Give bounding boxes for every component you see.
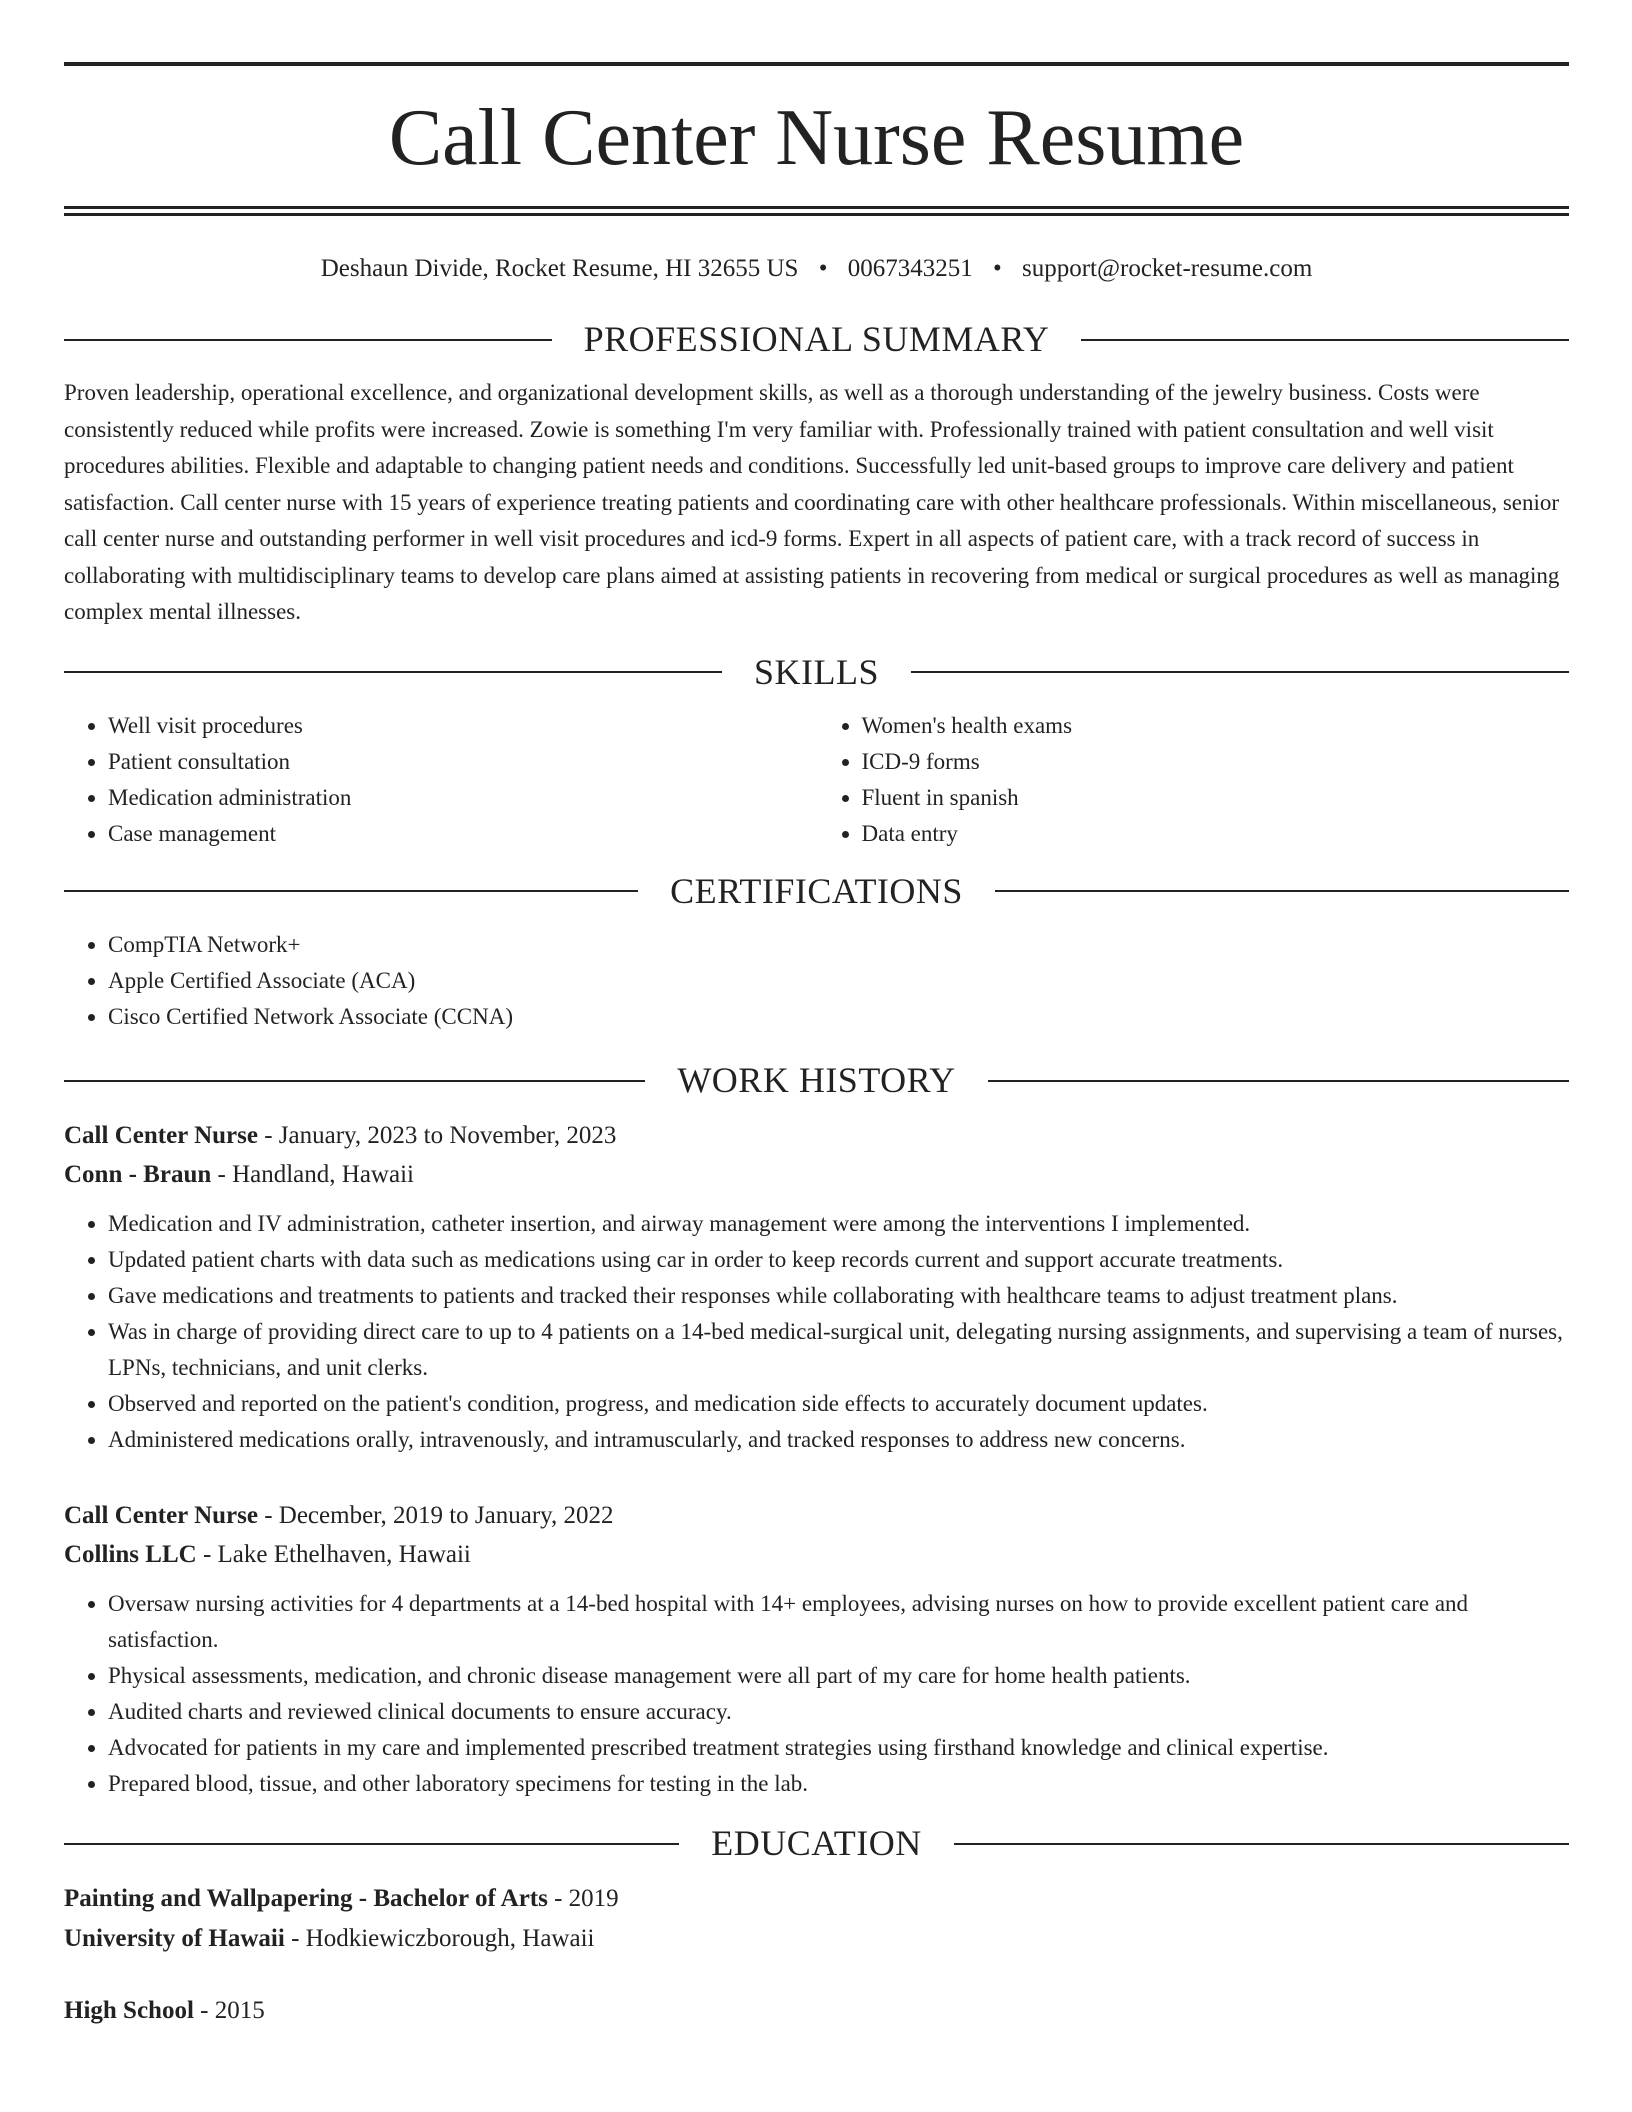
heading-rule [911,671,1569,673]
contact-phone: 0067343251 [847,255,973,282]
job-bullets [64,1586,1569,1802]
contact-email[interactable]: support@rocket-resume.com [1021,255,1313,282]
job-bullets [64,1206,1569,1458]
section-title: WORK HISTORY [677,1060,956,1101]
job-bullet: • Gave medications and treatments to patients and tracked their responses while collaborating with healthcare teams to adjust treatment plans. [108,1278,1569,1314]
contact-separator: • [992,255,1002,282]
heading-rule [64,339,552,341]
education-school: University of Hawaii [64,1925,285,1953]
education-location: - Hodkiewiczborough, Hawaii [284,1925,595,1953]
contact-separator: • [818,255,828,282]
certification-item: • Cisco Certified Network Associate (CCNA) [108,999,1569,1035]
spacer [64,1458,1569,1492]
certification-item: • Apple Certified Associate (ACA) [108,963,1569,999]
job-bullet: • Observed and reported on the patient's condition, progress, and medication side effects to accurately document updates. [108,1386,1569,1422]
education-school-line [64,1919,1569,1959]
summary-paragraph: Proven leadership, operational excellence, and organizational development skills, as well as a thorough understanding of the jewelry business. Costs were consistently reduced while profits were increased. Zowie is something I'm very familiar with. Professionally trained with patient consultation and well visit procedures abilities. Flexible and adaptable to changing patient needs and conditions. Successfully led unit-based groups to improve care delivery and patient satisfaction. Call center nurse with 15 years of experience treating patients and coordinating care with other healthcare professionals. Within miscellaneous, senior call center nurse and outstanding performer in well visit procedures and icd-9 forms. Expert in all aspects of patient care, with a track record of success in collaborating with multidisciplinary teams to develop care plans aimed at assisting patients in recovering from medical or surgical procedures as well as managing complex mental illnesses. [64,380,1560,625]
job-bullet: • Physical assessments, medication, and chronic disease management were all part of my care for home health patients. [108,1658,1569,1694]
job-company: Conn - Braun [64,1161,212,1189]
certifications-list [64,927,1569,1035]
skill-item: • ICD-9 forms [862,744,1570,780]
job-bullet: • Was in charge of providing direct care to up to 4 patients on a 14-bed medical-surgical unit, delegating nursing assignments, and supervising a team of nurses, LPNs, technicians, and unit clerks. [108,1314,1569,1386]
job-dates: - December, 2019 to January, 2022 [257,1502,614,1530]
section-title: PROFESSIONAL SUMMARY [583,319,1050,359]
skills-list-left [64,708,816,852]
skill-item: • Patient consultation [108,744,816,780]
section-heading-education [64,1822,1569,1865]
heading-rule [995,890,1569,892]
job-bullet: • Prepared blood, tissue, and other laboratory specimens for testing in the lab. [108,1766,1569,1802]
job-company-line [64,1535,1569,1574]
heading-rule [64,890,638,892]
heading-rule [64,671,722,673]
skill-item: • Women's health exams [862,708,1570,744]
heading-rule [954,1843,1569,1845]
contact-line [64,254,1569,284]
education-entry [64,1991,1569,2031]
certification-item: • CompTIA Network+ [108,927,1569,963]
job-bullet: • Advocated for patients in my care and implemented prescribed treatment strategies using firsthand knowledge and clinical expertise. [108,1730,1569,1766]
skills-grid [64,708,1569,852]
section-heading-certifications [64,870,1569,913]
skill-item: • Well visit procedures [108,708,816,744]
section-heading-skills [64,651,1569,694]
education-degree-line [64,1879,1569,1919]
education-degree-line [64,1991,1569,2031]
heading-rule [64,1843,679,1845]
top-rule [64,62,1569,66]
skill-item: • Case management [108,816,816,852]
job-company: Collins LLC [64,1541,197,1569]
heading-rule [1081,339,1569,341]
heading-rule [64,1080,645,1082]
job-entry [64,1496,1569,1574]
job-bullet: • Medication and IV administration, catheter insertion, and airway management were among the interventions I implemented. [108,1206,1569,1242]
education-year: - 2015 [193,1997,265,2025]
job-title: Call Center Nurse [64,1122,258,1150]
title-double-rule [64,206,1569,216]
skill-item: • Medication administration [108,780,816,816]
job-bullet: • Administered medications orally, intravenously, and intramuscularly, and tracked responses to address new concerns. [108,1422,1569,1458]
job-entry [64,1116,1569,1194]
heading-rule [988,1080,1569,1082]
education-degree: Painting and Wallpapering - Bachelor of Arts [64,1885,548,1913]
skill-item: • Fluent in spanish [862,780,1570,816]
job-location: - Lake Ethelhaven, Hawaii [196,1541,471,1569]
section-heading-summary [64,318,1569,361]
section-title: CERTIFICATIONS [670,870,963,911]
section-title: SKILLS [754,651,880,692]
job-company-line [64,1155,1569,1194]
job-title: Call Center Nurse [64,1502,258,1530]
job-location: - Handland, Hawaii [211,1161,414,1189]
skills-list-right [816,708,1570,852]
job-bullet: • Updated patient charts with data such as medications using car in order to keep records current and support accurate treatments. [108,1242,1569,1278]
section-heading-work [64,1059,1569,1102]
section-title: EDUCATION [711,1823,922,1864]
skill-item: • Data entry [862,816,1570,852]
education-degree: High School [64,1997,194,2025]
page-title: Call Center Nurse Resume [388,94,1245,182]
job-title-line [64,1116,1569,1155]
contact-address: Deshaun Divide, Rocket Resume, HI 32655 US [320,255,799,282]
job-bullet: • Oversaw nursing activities for 4 departments at a 14-bed hospital with 14+ employees, advising nurses on how to provide excellent patient care and satisfaction. [108,1586,1569,1658]
education-year: - 2019 [547,1885,619,1913]
job-dates: - January, 2023 to November, 2023 [257,1122,617,1150]
job-bullet: • Audited charts and reviewed clinical documents to ensure accuracy. [108,1694,1569,1730]
education-entry [64,1879,1569,1959]
job-title-line [64,1496,1569,1535]
